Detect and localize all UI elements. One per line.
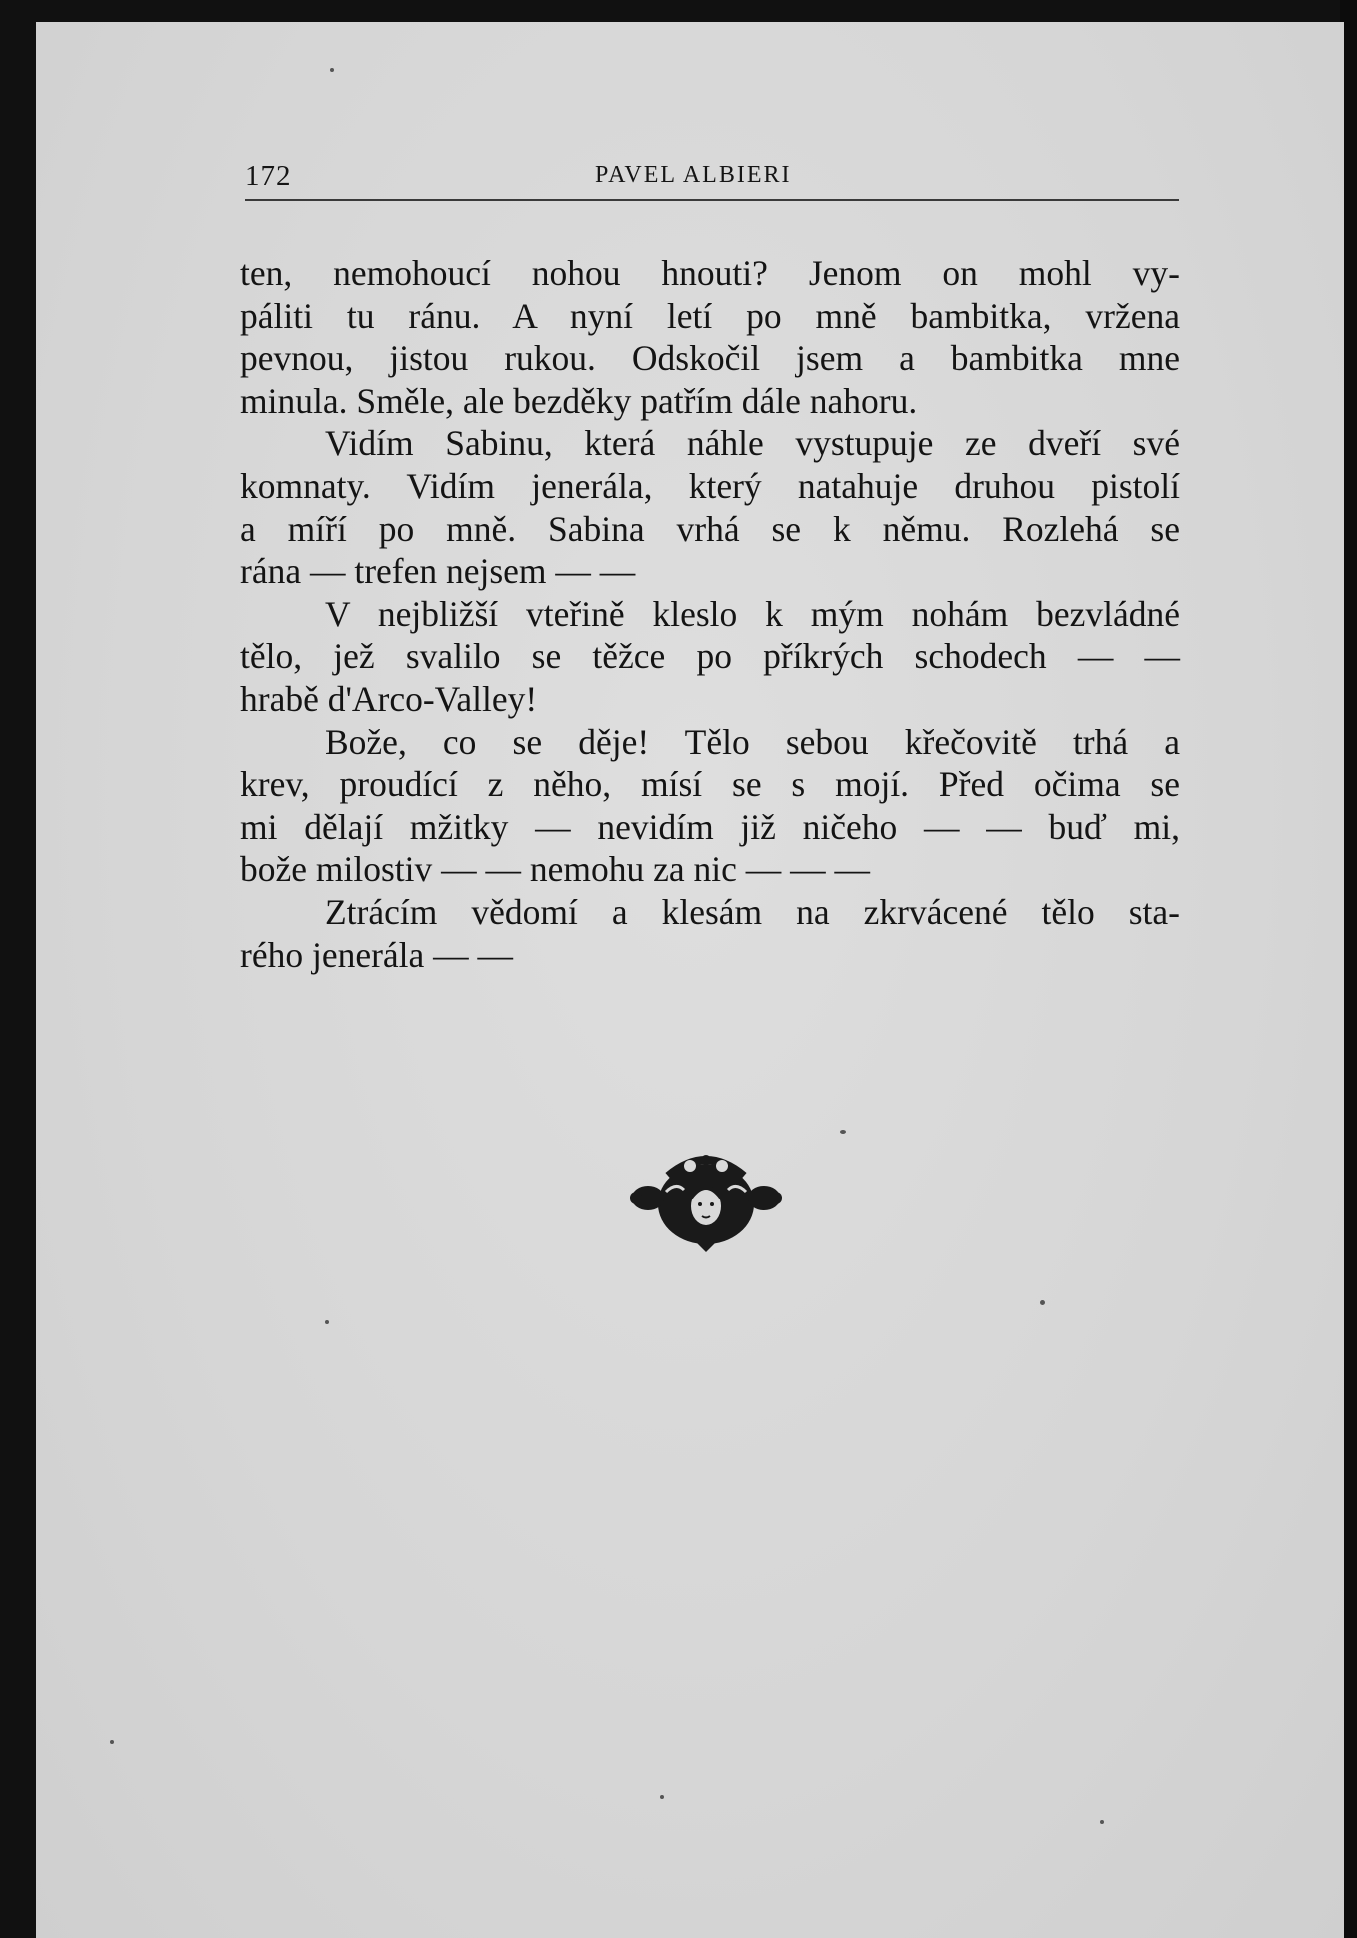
running-head: PAVEL ALBIERI <box>595 162 792 188</box>
page-header <box>245 150 1179 200</box>
text-line: páliti tu ránu. A nyní letí po mně bambitka, vržena <box>240 295 1180 336</box>
text-line: ten, nemohoucí nohou hnouti? Jenom on mohl vy- <box>240 253 1180 293</box>
paper-speck <box>110 1740 114 1744</box>
text-line: Ztrácím vědomí a klesám na zkrvácené tělo sta- <box>325 891 1180 932</box>
text-line: bože milostiv — — nemohu za nic — — — <box>240 849 871 890</box>
body-text <box>240 252 1180 976</box>
paper-speck <box>325 1320 329 1324</box>
text-line: krev, proudící z něho, mísí se s mojí. Před očima se <box>240 764 1180 805</box>
text-line: V nejbližší vteřině kleslo k mým nohám bezvládné <box>325 593 1180 634</box>
header-rule <box>245 199 1179 201</box>
text-line: mi dělají mžitky — nevidím již ničeho — — buď mi, <box>240 806 1180 847</box>
text-line: tělo, jež svalilo se těžce po příkrých schodech — — <box>240 636 1180 677</box>
paper-speck <box>840 1130 846 1134</box>
text-line: minula. Směle, ale bezděky patřím dále nahoru. <box>240 380 918 421</box>
text-line: rého jenerála — — <box>240 934 514 975</box>
text-line: rána — trefen nejsem — — <box>240 551 636 592</box>
text-line: Vidím Sabinu, která náhle vystupuje ze dveří své <box>325 423 1180 464</box>
text-line: komnaty. Vidím jenerála, který natahuje druhou pistolí <box>240 465 1180 506</box>
text-line: a míří po mně. Sabina vrhá se k němu. Rozlehá se <box>240 508 1180 549</box>
text-line: Bože, co se děje! Tělo sebou křečovitě trhá a <box>325 721 1180 762</box>
vignette-face-ornament-icon <box>628 1148 784 1254</box>
text-line: hrabě d'Arco-Valley! <box>240 678 538 719</box>
text-line: pevnou, jistou rukou. Odskočil jsem a bambitka mne <box>240 338 1180 379</box>
paper-speck <box>1100 1820 1104 1824</box>
paper-speck <box>1040 1300 1045 1305</box>
paper-speck <box>330 68 334 72</box>
page-number: 172 <box>245 160 292 192</box>
paper-speck <box>660 1795 664 1799</box>
